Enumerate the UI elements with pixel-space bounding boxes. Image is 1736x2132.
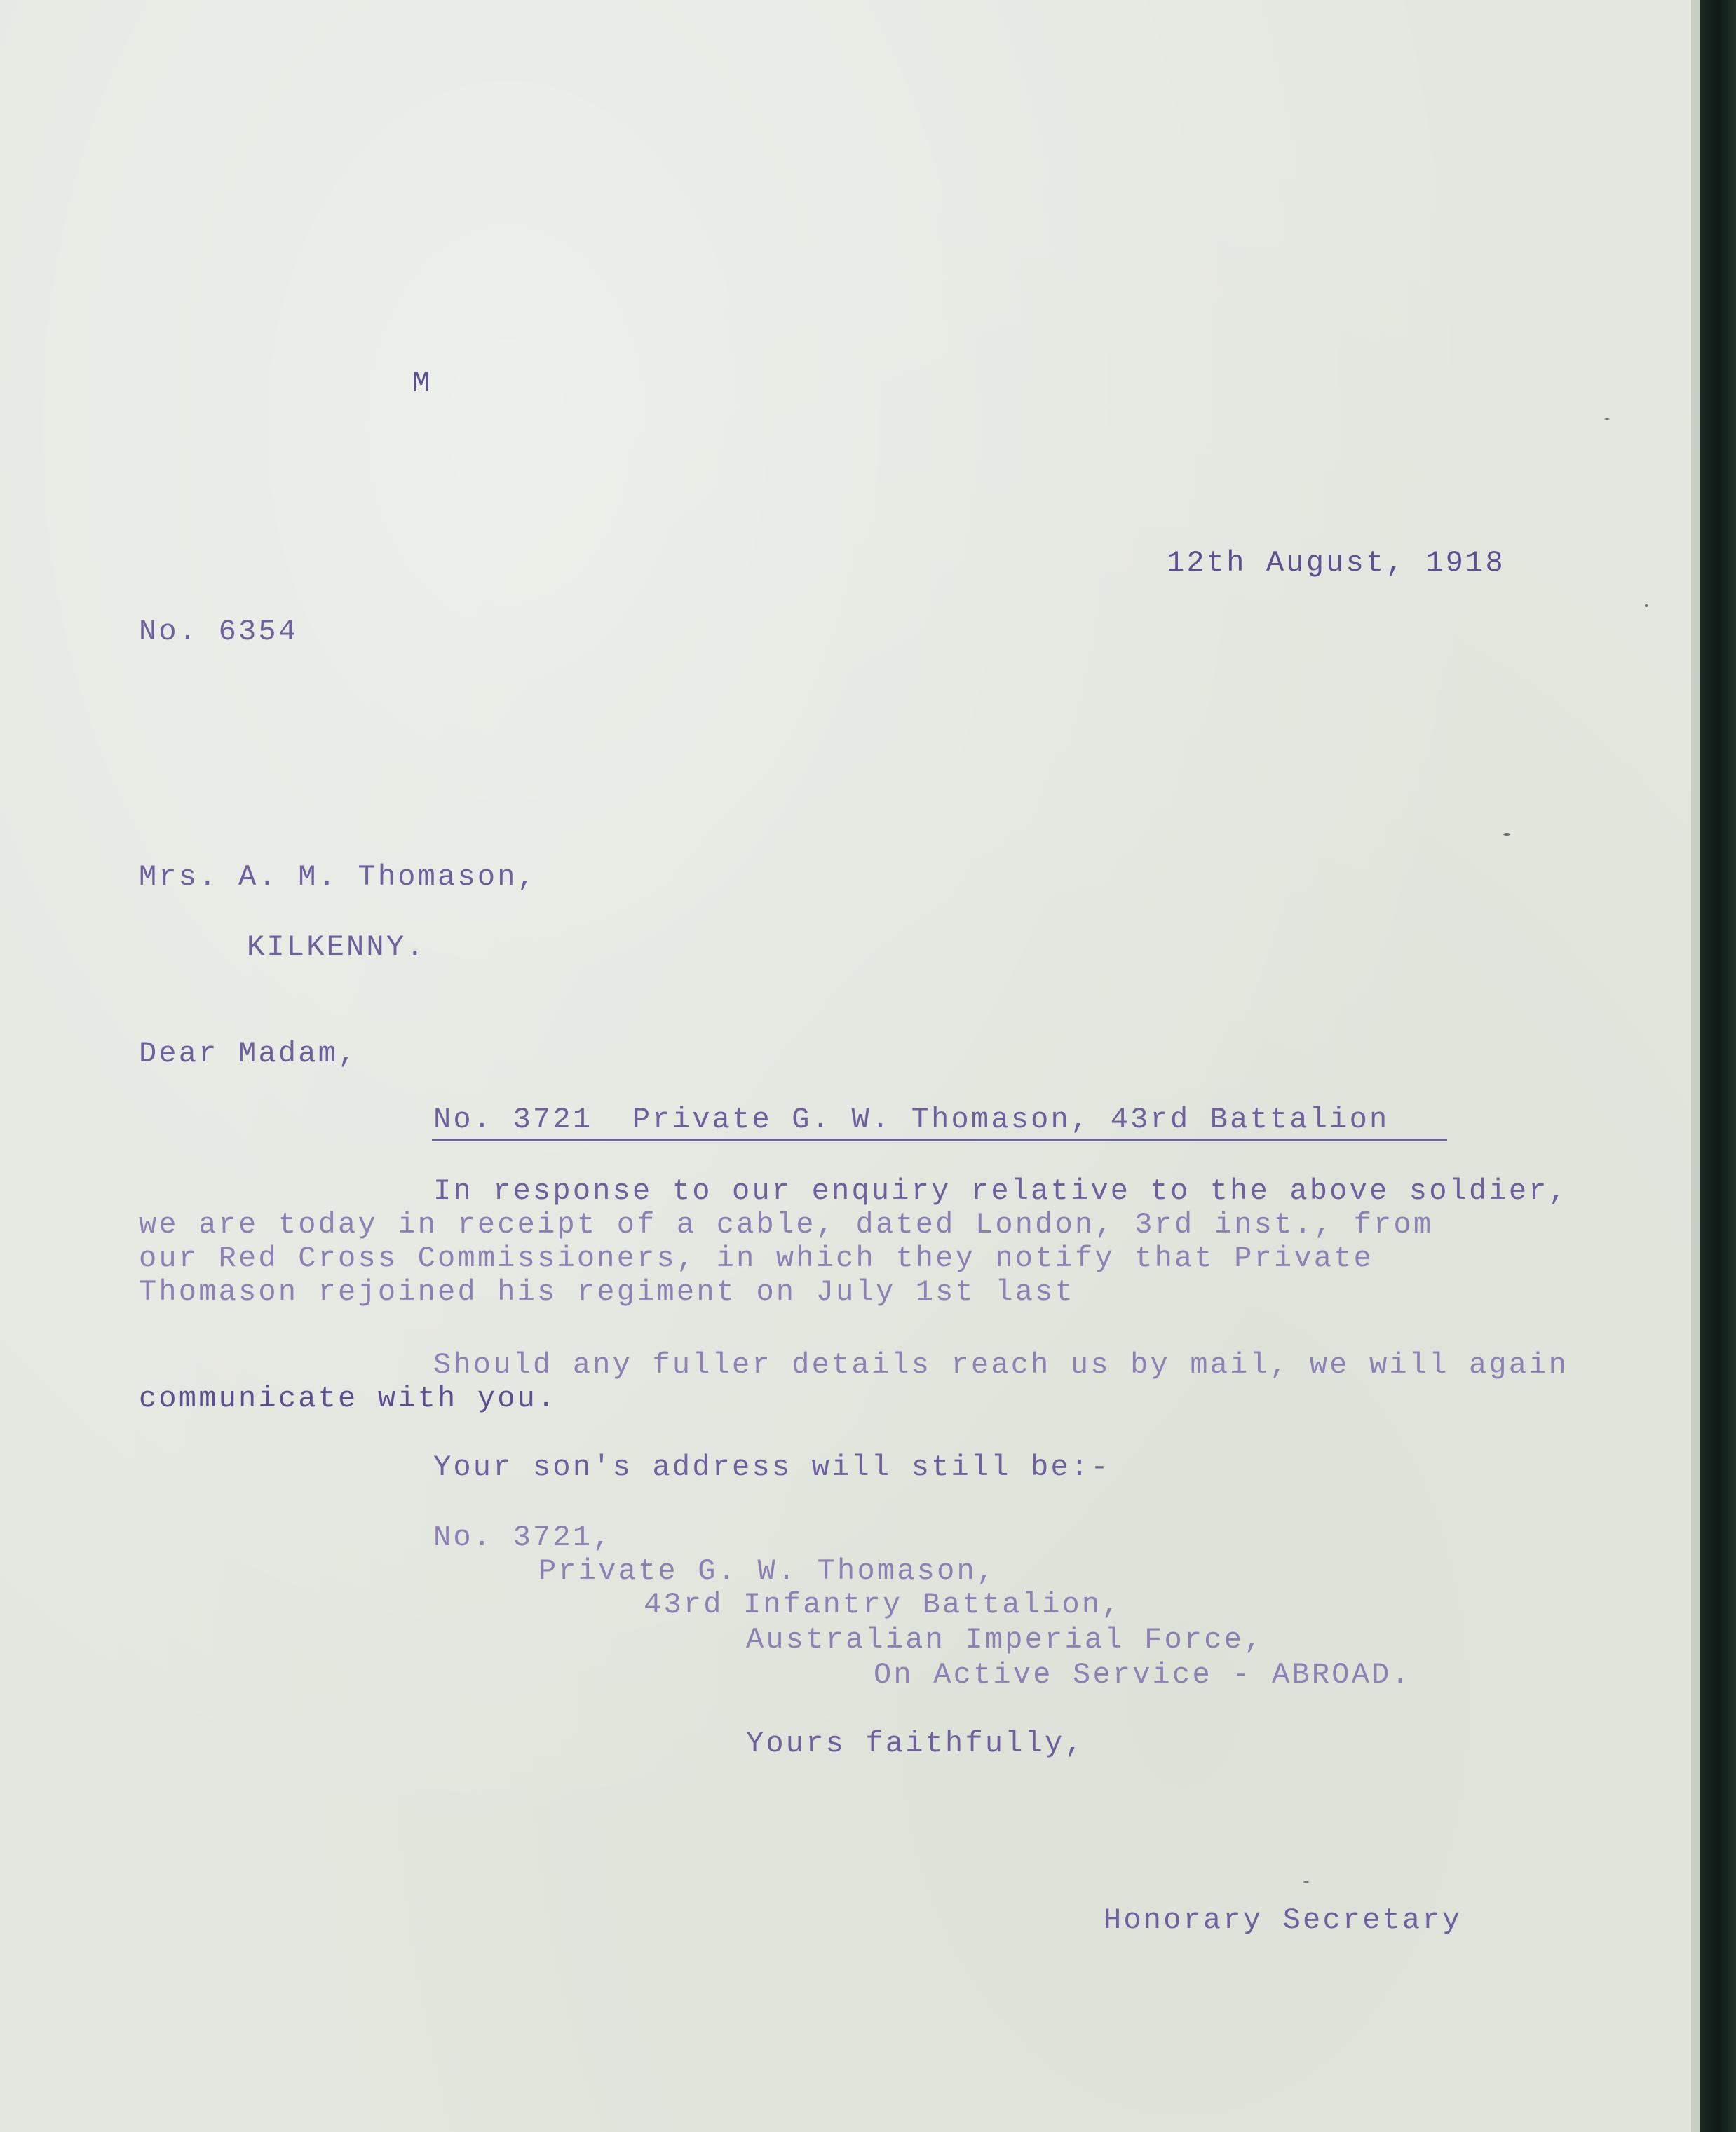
address-line: No. 3721,: [433, 1521, 613, 1554]
body-paragraph-line: we are today in receipt of a cable, dated London, 3rd inst., from: [139, 1208, 1434, 1242]
reference-number: No. 6354: [139, 615, 299, 649]
recipient-place: KILKENNY.: [247, 930, 426, 964]
body-paragraph-line: Thomason rejoined his regiment on July 1st last: [139, 1275, 1075, 1309]
subject-line: No. 3721 Private G. W. Thomason, 43rd Battalion: [433, 1103, 1390, 1136]
speck: [1303, 1881, 1310, 1883]
letter-date: 12th August, 1918: [1167, 546, 1505, 580]
scan-background: [1700, 0, 1736, 2132]
body-paragraph-line: our Red Cross Commissioners, in which they notify that Private: [139, 1242, 1374, 1275]
address-line: 43rd Infantry Battalion,: [644, 1588, 1122, 1622]
signature-title: Honorary Secretary: [1104, 1903, 1463, 1937]
page-edge: [1691, 0, 1700, 2132]
speck: [1604, 418, 1610, 420]
recipient-name: Mrs. A. M. Thomason,: [139, 860, 538, 894]
address-line: On Active Service - ABROAD.: [874, 1658, 1411, 1692]
address-line: Private G. W. Thomason,: [538, 1554, 997, 1588]
subject-underline: [432, 1139, 1447, 1141]
speck: [1503, 833, 1510, 836]
letter-initial: M: [412, 367, 433, 400]
speck: [1645, 604, 1648, 607]
salutation: Dear Madam,: [139, 1037, 358, 1071]
address-intro: Your son's address will still be:-: [433, 1451, 1111, 1484]
body-paragraph-line: In response to our enquiry relative to the above soldier,: [433, 1174, 1569, 1208]
body-paragraph-line: Should any fuller details reach us by mail, we will again: [433, 1348, 1569, 1382]
address-line: Australian Imperial Force,: [746, 1623, 1264, 1657]
closing: Yours faithfully,: [746, 1727, 1085, 1760]
body-paragraph-line: communicate with you.: [139, 1382, 557, 1415]
